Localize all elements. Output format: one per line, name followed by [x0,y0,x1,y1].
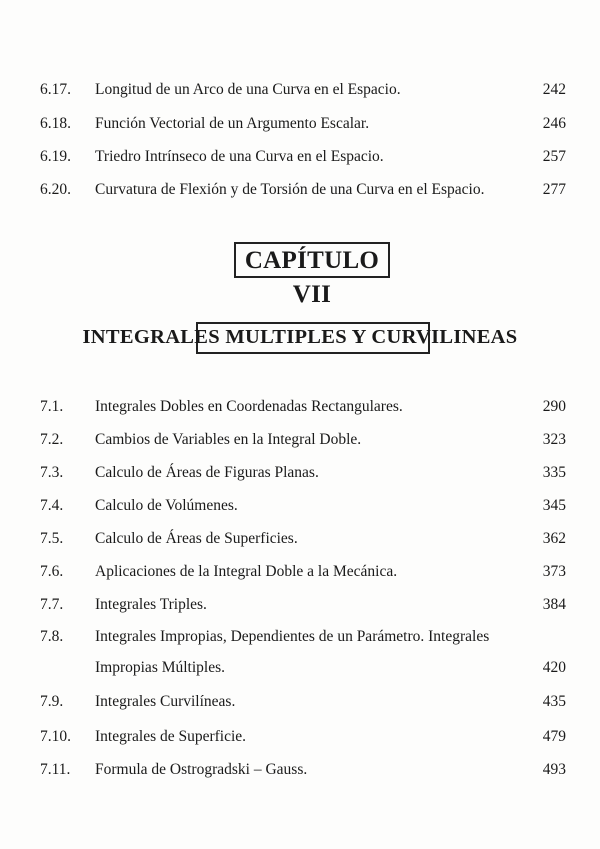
page-number: 479 [542,728,566,745]
section-title: Integrales Impropias, Dependientes de un Parámetro. Integrales [95,628,490,645]
toc-entry [0,146,600,168]
section-number: 6.18. [40,115,71,132]
page-number: 362 [542,530,566,547]
section-number: 7.10. [40,728,71,745]
page-number: 493 [542,761,566,778]
section-title: Curvatura de Flexión y de Torsión de una Curva en el Espacio. [95,181,485,198]
section-number: 7.9. [40,693,64,710]
toc-entry [0,462,600,484]
page-number: 420 [542,659,566,676]
section-number: 6.20. [40,181,71,198]
toc-entry [0,79,600,101]
page-number: 384 [542,596,566,613]
section-number: 6.17. [40,81,71,98]
page-number: 323 [542,431,566,448]
section-title: Calculo de Áreas de Superficies. [95,530,298,547]
chapter-title: INTEGRALES MULTIPLES Y CURVILINEAS [82,326,518,348]
section-title: Calculo de Volúmenes. [95,497,238,514]
section-number: 7.7. [40,596,64,613]
toc-entry [0,759,600,781]
page-number: 335 [542,464,566,481]
section-number: 7.3. [40,464,64,481]
page-number: 435 [542,693,566,710]
page-number: 277 [542,181,566,198]
section-title: Cambios de Variables en la Integral Doble. [95,431,362,448]
toc-entry [0,726,600,748]
toc-entry [0,429,600,451]
section-title: Triedro Intrínseco de una Curva en el Espacio. [95,148,384,165]
toc-entry-continuation [0,657,600,679]
section-number: 7.2. [40,431,64,448]
section-number: 7.4. [40,497,64,514]
page-number: 242 [542,81,566,98]
section-number: 7.5. [40,530,64,547]
chapter-label: CAPÍTULO VII [234,242,390,278]
section-title: Integrales Dobles en Coordenadas Rectangulares. [95,398,403,415]
toc-entry [0,691,600,713]
toc-entry [0,528,600,550]
section-title: Función Vectorial de un Argumento Escalar. [95,115,370,132]
page-number: 345 [542,497,566,514]
toc-entry [0,113,600,135]
toc-entry [0,179,600,201]
section-title: Longitud de un Arco de una Curva en el Espacio. [95,81,401,98]
section-title: Calculo de Áreas de Figuras Planas. [95,464,319,481]
page-number: 246 [542,115,566,132]
section-title: Integrales Curvilíneas. [95,693,236,710]
page-number: 373 [542,563,566,580]
section-title: Aplicaciones de la Integral Doble a la Mecánica. [95,563,398,580]
section-title-continuation: Impropias Múltiples. [95,659,226,676]
toc-entry [0,594,600,616]
toc-entry [0,396,600,418]
section-title: Formula de Ostrogradski – Gauss. [95,761,308,778]
section-number: 7.1. [40,398,64,415]
section-number: 7.11. [40,761,71,778]
toc-entry [0,626,600,648]
section-number: 7.6. [40,563,64,580]
section-title: Integrales de Superficie. [95,728,247,745]
page-number: 290 [542,398,566,415]
section-number: 7.8. [40,628,64,645]
page-number: 257 [542,148,566,165]
section-number: 6.19. [40,148,71,165]
toc-entry [0,561,600,583]
toc-entry [0,495,600,517]
section-title: Integrales Triples. [95,596,207,613]
